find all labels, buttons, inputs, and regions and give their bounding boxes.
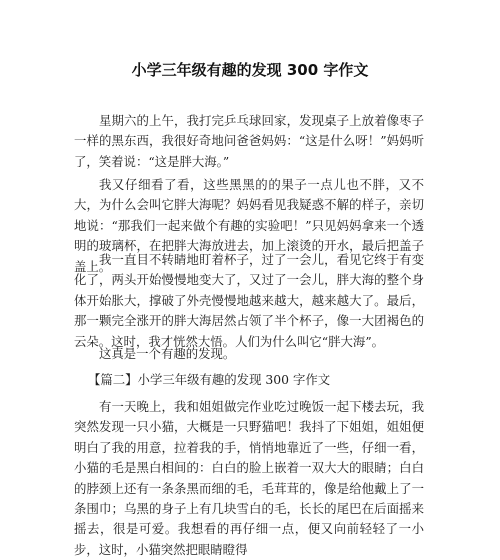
paragraph-2: 我又仔细看了看，这些黑黑的的果子一点儿也不胖，又不大，为什么会叫它胖大海呢？妈妈看见我疑惑不解的样子，亲切地说：“那我们一起来做个有趣的实验吧！”只见妈妈拿来一个透明的玻璃杯，在把胖大海放进去，加上滚烫的开水，最后把盖子盖上。 bbox=[74, 177, 424, 274]
section-heading-part-two: 【篇二】小学三年级有趣的发现 300 字作文 bbox=[88, 372, 331, 387]
paragraph-1: 星期六的上午，我打完乒乓球回家，发现桌子上放着像枣子一样的黑东西，我很好奇地问爸爸妈妈：“这是什么呀！”妈妈听了，笑着说：“这是胖大海。” bbox=[74, 113, 424, 169]
paragraph-4: 这真是一个有趣的发现。 bbox=[99, 346, 236, 361]
paragraph-6: 有一天晚上，我和姐姐做完作业吃过晚饭一起下楼去玩，我突然发现一只小猫，大概是一只野猫吧！我抖了下姐姐，姐姐便明白了我的用意，拉着我的手，悄悄地靠近了一些，仔细一看，小猫的毛是黑白相间的：白白的脸上嵌着一双大大的眼睛；白白的脖颈上还有一条条黑而细的毛，毛茸茸的，像是给他戴上了一条围巾；乌黑的身子上有几块雪白的毛，长长的尾巴在后面摇来摇去，很是可爱。我想看的再仔细一点，便又向前轻轻了一小步，这时，小猫突然把眼睛瞪得 bbox=[74, 399, 424, 557]
article-title: 小学三年级有趣的发现 300 字作文 bbox=[131, 61, 369, 79]
paragraph-3: 我一直目不转睛地盯着杯子，过了一会儿，看见它终于有变化了，两头开始慢慢地变大了，又过了一会儿，胖大海的整个身体开始胀大，撑破了外壳慢慢地越来越大，越来越大了。最后，那一颗完全涨开的胖大海居然占领了半个杯子，像一大团褐色的云朵。这时，我才恍然大悟。人们为什么叫它“胖大海”。 bbox=[74, 252, 424, 349]
